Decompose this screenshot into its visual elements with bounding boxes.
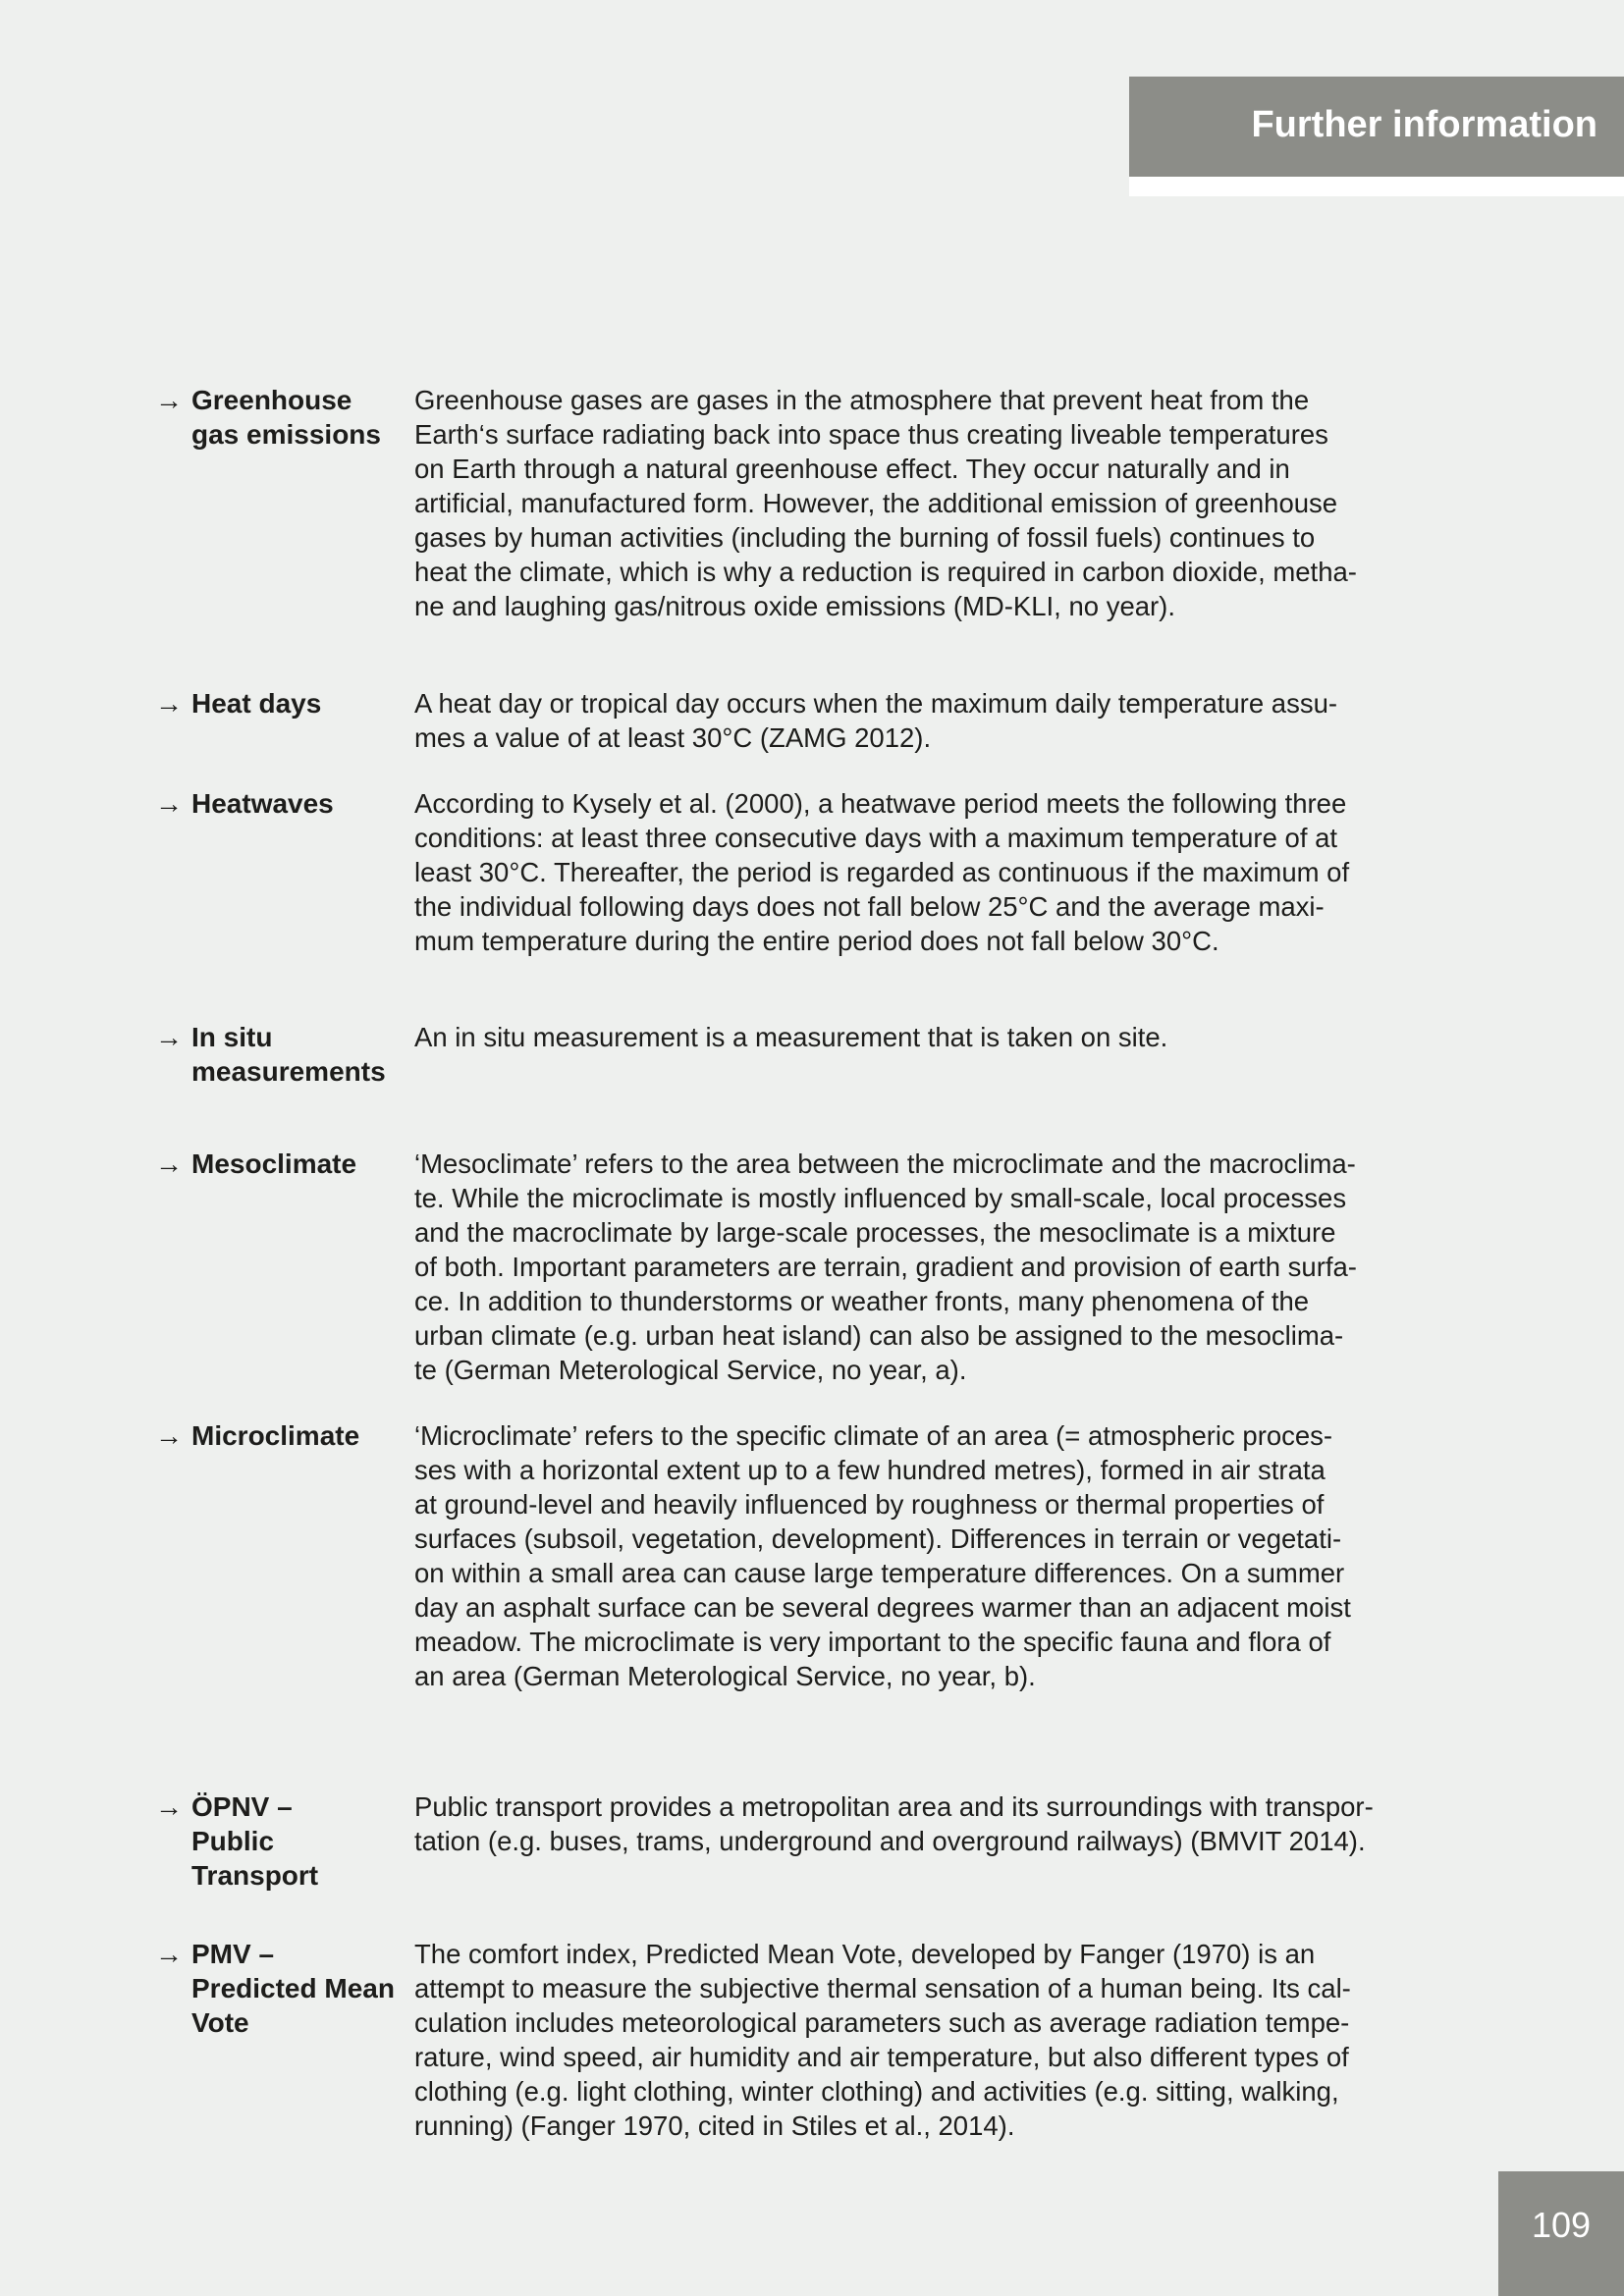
arrow-right-icon: → <box>155 1022 183 1052</box>
section-title: Further information <box>1251 104 1597 145</box>
page-number-box <box>1498 2171 1624 2296</box>
glossary-term <box>155 1789 412 1893</box>
glossary-term <box>155 1020 412 1089</box>
arrow-right-icon: → <box>155 788 183 819</box>
page-number: 109 <box>1531 2205 1592 2245</box>
term-label: Mesoclimate <box>191 1148 357 1179</box>
section-header-tab <box>1129 77 1624 196</box>
glossary-definition: ‘Microclimate’ refers to the specific climate of an area (= atmospheric proces- ses with a horizontal extent up to a few hundred metres), formed in air strata at ground-level and heavily influenced by roughness or thermal properties of surfaces (subsoil, vegetation, development). Differences in terrain or vegetati- on within a small area can cause large temperature differences. On a summer day an asphalt surface can be several degrees warmer than an adjacent moist meadow. The microclimate is very important to the specific fauna and flora of an area (German Meterological Service, no year, b). <box>414 1420 1351 1691</box>
term-label: Microclimate <box>191 1420 360 1451</box>
glossary-term <box>155 1418 412 1453</box>
term-label: Greenhouse gas emissions <box>191 385 381 450</box>
arrow-right-icon: → <box>155 1420 183 1451</box>
arrow-right-icon: → <box>155 1939 183 1969</box>
arrow-right-icon: → <box>155 1148 183 1179</box>
arrow-right-icon: → <box>155 688 183 719</box>
glossary-definition: The comfort index, Predicted Mean Vote, developed by Fanger (1970) is an attempt to measure the subjective thermal sensation of a human being. Its cal- culation includes meteorological parameters such as average radiation tempe- rature, wind speed, air humidity and air temperature, but also different types of clothing (e.g. light clothing, winter clothing) and activities (e.g. sitting, walking, running) (Fanger 1970, cited in Stiles et al., 2014). <box>414 1939 1351 2141</box>
glossary-term <box>155 686 412 721</box>
glossary-term <box>155 1937 412 2040</box>
glossary-definition: An in situ measurement is a measurement that is taken on site. <box>414 1022 1168 1052</box>
term-label: Heatwaves <box>191 788 334 819</box>
glossary-definition: According to Kysely et al. (2000), a heatwave period meets the following three conditions: at least three consecutive days with a maximum temperature of at least 30°C. Thereafter, the period is regarded as continuous if the maximum of the individual following days does not fall below 25°C and the average maxi- mum temperature during the entire period does not fall below 30°C. <box>414 788 1350 956</box>
term-label: PMV – Predicted Mean Vote <box>191 1939 395 2038</box>
glossary-term <box>155 383 412 452</box>
glossary-definition: ‘Mesoclimate’ refers to the area between the microclimate and the macroclima- te. While the microclimate is mostly influenced by small-scale, local processes and the macroclimate by large-scale processes, the mesoclimate is a mixture of both. Important parameters are terrain, gradient and provision of earth surfa- ce. In addition to thunderstorms or weather fronts, many phenomena of the urban climate (e.g. urban heat island) can also be assigned to the mesoclima- te (German Meterological Service, no year, a). <box>414 1148 1357 1385</box>
term-label: ÖPNV – Public Transport <box>191 1791 319 1891</box>
glossary-term <box>155 1147 412 1181</box>
glossary-definition: Public transport provides a metropolitan area and its surroundings with transpor- tation (e.g. buses, trams, underground and overground railways) (BMVIT 2014). <box>414 1791 1374 1856</box>
term-label: In situ measurements <box>191 1022 386 1087</box>
glossary-definition: A heat day or tropical day occurs when the maximum daily temperature assu- mes a value of at least 30°C (ZAMG 2012). <box>414 688 1338 753</box>
arrow-right-icon: → <box>155 1791 183 1822</box>
arrow-right-icon: → <box>155 385 183 415</box>
glossary-definition: Greenhouse gases are gases in the atmosphere that prevent heat from the Earth‘s surface radiating back into space thus creating liveable temperatures on Earth through a natural greenhouse effect. They occur naturally and in artificial, manufactured form. However, the additional emission of greenhouse gases by human activities (including the burning of fossil fuels) continues to heat the climate, which is why a reduction is required in carbon dioxide, metha- ne and laughing gas/nitrous oxide emissions (MD-KLI, no year). <box>414 385 1357 621</box>
glossary-term <box>155 786 412 821</box>
term-label: Heat days <box>191 688 322 719</box>
